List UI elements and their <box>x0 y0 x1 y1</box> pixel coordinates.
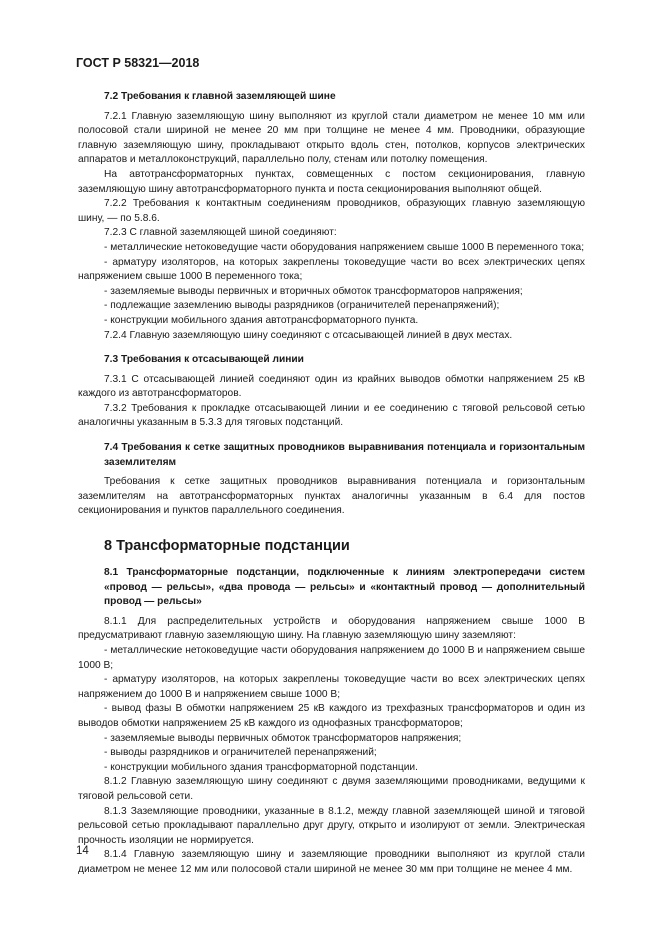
paragraph-7-2-2: 7.2.2 Требования к контактным соединениям проводников, образующих главную заземляющую шину, — по 5.8.6. <box>78 198 585 224</box>
list-item: - металлические нетоковедущие части оборудования напряжением свыше 1000 В переменного тока; <box>104 241 585 253</box>
paragraph-7-2-1: 7.2.1 Главную заземляющую шину выполняют из круглой стали диаметром не менее 10 мм или полосовой стали шириной не менее 20 мм при толщине не менее 4 мм. Проводники, образующие главную заземляющую шину, прокладывают открыто вдоль стен, потолков, корпусов электрических аппаратов и металлоконструкций, параллельно полу, стенам или потолку помещения. <box>78 110 585 166</box>
list-item: - вывод фазы В обмотки напряжением 25 кВ каждого из трехфазных трансформаторов и один из выводов обмотки напряжением 25 кВ каждого из однофазных трансформаторов; <box>78 703 585 729</box>
list-item: - металлические нетоковедущие части оборудования напряжением до 1000 В и напряжением свыше 1000 В; <box>78 645 585 671</box>
list-item: - заземляемые выводы первичных обмоток трансформаторов напряжения; <box>104 732 462 744</box>
section-7-3-heading: 7.3 Требования к отсасывающей линии <box>104 354 304 366</box>
page-body <box>78 90 585 878</box>
list-item: - выводы разрядников и ограничителей перенапряжений; <box>104 747 377 759</box>
list-item: - арматуру изоляторов, на которых закреплены токоведущие части во всех электрических цепях напряжением до 1000 В и напряжением свыше 1000 В; <box>78 674 585 700</box>
list-item: - конструкции мобильного здания автотрансформаторного пункта. <box>104 314 419 326</box>
section-7-2-heading: 7.2 Требования к главной заземляющей шине <box>104 91 336 102</box>
paragraph-8-1-2: 8.1.2 Главную заземляющую шину соединяют с двумя заземляющими проводниками, ведущими к тяговой рельсовой сети. <box>78 776 585 802</box>
paragraph-7-2-4: 7.2.4 Главную заземляющую шину соединяют с отсасывающей линией в двух местах. <box>104 329 513 341</box>
section-8-heading: 8 Трансформаторные подстанции <box>104 538 350 555</box>
standard-header: ГОСТ Р 58321—2018 <box>76 56 200 70</box>
page-number: 14 <box>76 845 89 857</box>
section-8-1-heading: 8.1 Трансформаторные подстанции, подключенные к линиям электропередачи систем «провод — рельсы», «два провода — рельсы» и «контактный провод — дополнительный провод — рельсы» <box>104 567 585 608</box>
paragraph: На автотрансформаторных пунктах, совмещенных с постом секционирования, главную заземляющую шину автотрансформаторного пункта и поста секционирования выполняют общей. <box>78 168 585 195</box>
paragraph-8-1-3: 8.1.3 Заземляющие проводники, указанные в 8.1.2, между главной заземляющей шиной и тяговой рельсовой сетью прокладывают параллельно друг другу, открыто и изолируют от земли. Электрическая прочность изоляции не нормируется. <box>78 805 585 846</box>
paragraph: Требования к сетке защитных проводников выравнивания потенциала и горизонтальным заземлителям на автотрансформаторных пунктах аналогичны указанным в 6.4 для постов секционирования и пунктов параллельного соединения. <box>78 476 585 517</box>
list-item: - подлежащие заземлению выводы разрядников (ограничителей перенапряжений); <box>104 300 500 312</box>
paragraph-7-3-2: 7.3.2 Требования к прокладке отсасывающей линии и ее соединению с тяговой рельсовой сетью аналогичны указанным в 5.3.3 для тяговых подстанций. <box>78 402 585 429</box>
paragraph-7-2-3: 7.2.3 С главной заземляющей шиной соединяют: <box>104 227 337 239</box>
list-item: - арматуру изоляторов, на которых закреплены токоведущие части во всех электрических цепях напряжением свыше 1000 В переменного тока; <box>78 256 585 283</box>
paragraph-8-1-1: 8.1.1 Для распределительных устройств и оборудования напряжением свыше 1000 В предусматривают главную заземляющую шину. На главную заземляющую шину заземляют: <box>78 615 585 642</box>
paragraph-7-3-1: 7.3.1 С отсасывающей линией соединяют один из крайних выводов обмотки напряжением 25 кВ каждого из автотрансформаторов. <box>78 373 585 400</box>
section-7-4-heading: 7.4 Требования к сетке защитных проводников выравнивания потенциала и горизонтальным заземлителям <box>104 442 585 468</box>
list-item: - заземляемые выводы первичных и вторичных обмоток трансформаторов напряжения; <box>104 285 523 297</box>
paragraph-8-1-4: 8.1.4 Главную заземляющую шину и заземляющие проводники выполняют из круглой стали диаметром не менее 12 мм или полосовой стали шириной не менее 30 мм при толщине не менее 4 мм. <box>78 849 585 875</box>
list-item: - конструкции мобильного здания трансформаторной подстанции. <box>104 761 418 773</box>
